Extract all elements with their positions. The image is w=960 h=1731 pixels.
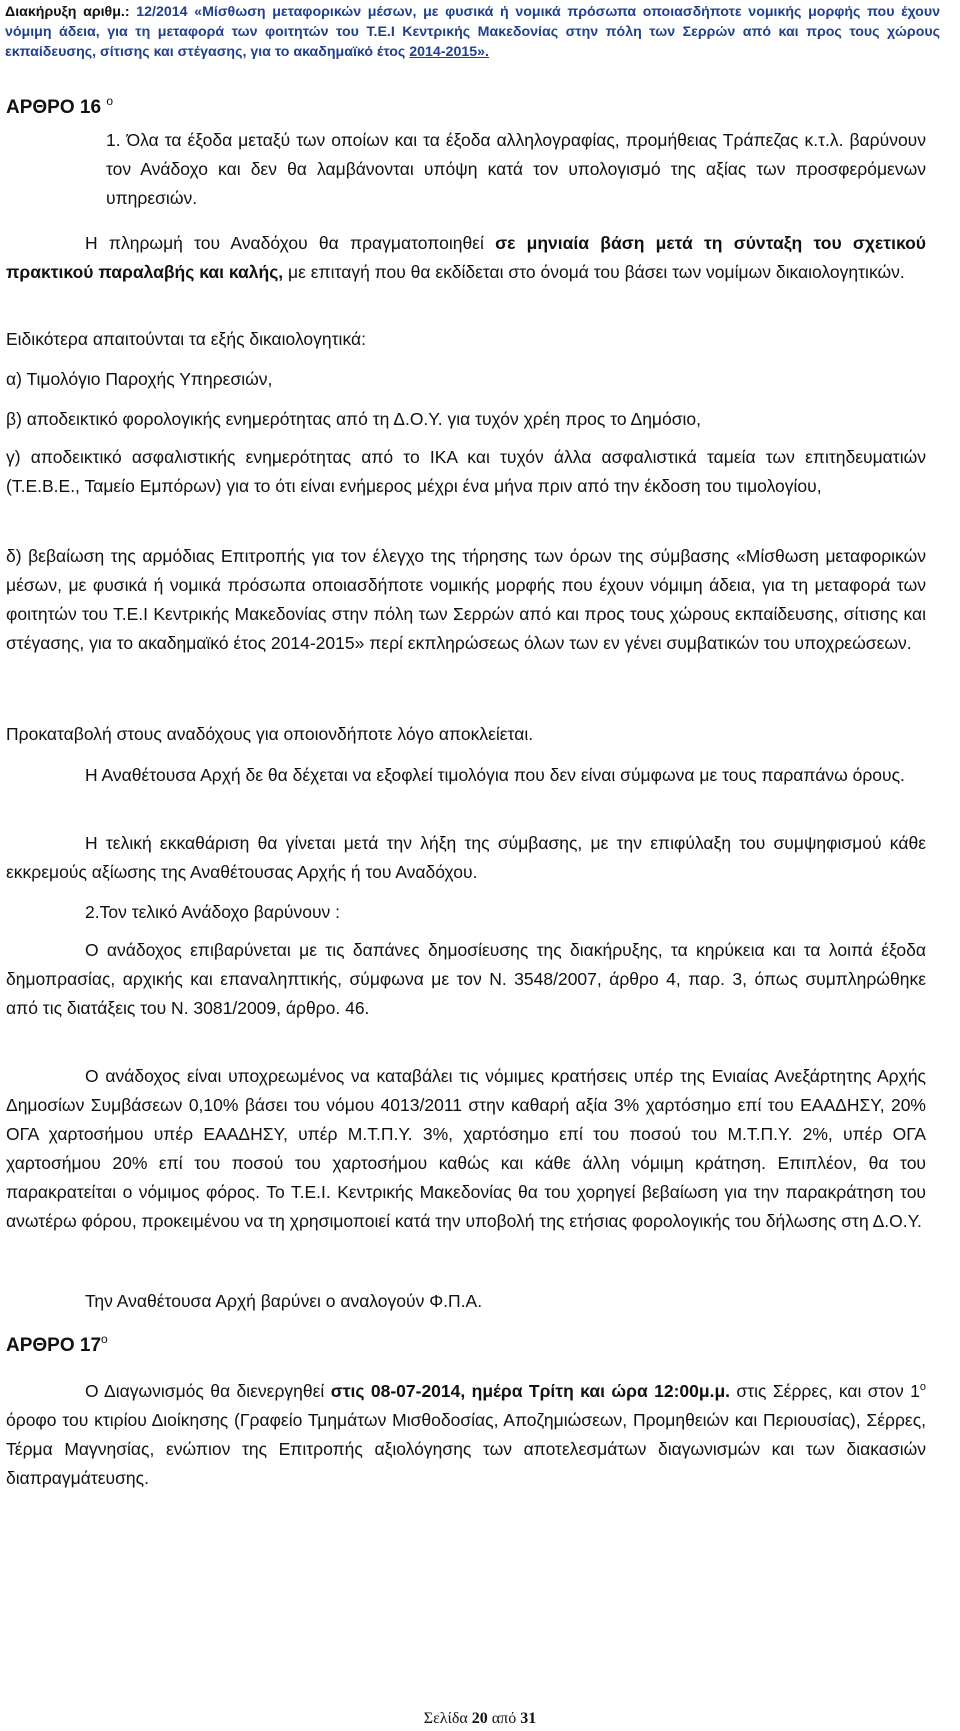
article-16-paragraph-1 xyxy=(6,126,926,213)
article-16-paragraph-4: α) Τιμολόγιο Παροχής Υπηρεσιών, xyxy=(6,369,273,389)
article-17-heading xyxy=(6,1326,108,1359)
article-17-p1-a: Ο Διαγωνισμός θα διενεργηθεί xyxy=(85,1381,331,1401)
article-16-paragraph-5: β) αποδεικτικό φορολογικής ενημερότητας από τη Δ.Ο.Υ. για τυχόν χρέη προς το Δημόσιο, xyxy=(6,409,702,429)
article-16-heading-text: ΑΡΘΡΟ 16 xyxy=(6,97,102,118)
article-16-paragraph-14: Την Αναθέτουσα Αρχή βαρύνει ο αναλογούν Φ.Π.Α. xyxy=(85,1291,483,1311)
article-16-p1-content: 1. Όλα τα έξοδα μεταξύ των οποίων και τα έξοδα αλληλογραφίας, προμήθειας Τράπεζας κ.τ.λ. βαρύνουν τον Ανάδοχο και δεν θα λαμβάνονται υπόψη κατά τον υπολογισμό της αξίας των προσφερόμενων υπηρεσιών. xyxy=(106,130,926,208)
article-17-heading-text: ΑΡΘΡΟ 17 xyxy=(6,1335,102,1356)
article-16-p2-a: Η πληρωμή του Αναδόχου θα πραγματοποιηθεί xyxy=(85,233,496,253)
article-16-heading-sup: ο xyxy=(106,94,114,108)
page-header xyxy=(5,2,940,62)
article-17-p1-sup: ο xyxy=(919,1381,926,1393)
header-label: Διακήρυξη αριθμ.: xyxy=(5,4,130,20)
article-16-paragraph-11: 2.Τον τελικό Ανάδοχο βαρύνουν : xyxy=(85,902,340,922)
footer-total-pages: 31 xyxy=(520,1710,537,1727)
header-text: 12/2014 «Μίσθωση μεταφορικών μέσων, με φυσικά ή νομικά πρόσωπα οποιασδήποτε νομικής μορφής που έχουν νόμιμη άδεια, για τη μεταφορά των φοιτητών του Τ.Ε.Ι Κεντρικής Μακεδονίας στην πόλη των Σερρών από και προς τους χώρους εκπαίδευσης, σίτισης και στέγασης, για το ακαδημαϊκό έτος xyxy=(5,4,940,60)
article-16-paragraph-13: Ο ανάδοχος είναι υποχρεωμένος να καταβάλει τις νόμιμες κρατήσεις υπέρ της Ενιαίας Ανεξάρτητης Αρχής Δημοσίων Συμβάσεων 0,10% βάσει του νόμου 4013/2011 στην καθαρή αξία 3% χαρτόσημο επί του ΕΑΑΔΗΣΥ, 20% ΟΓΑ χαρτοσήμου υπέρ ΕΑΑΔΗΣΥ, υπέρ Μ.Τ.Π.Υ. 3%, χαρτόσημο επί του ποσού του Μ.Τ.Π.Υ. 2%, υπέρ ΟΓΑ χαρτοσήμου 20% επί του ποσού του χαρτοσήμου καθώς και κάθε άλλη νόμιμη κράτηση. Επιπλέον, θα του παρακρατείται ο νόμιμος φόρος. Το Τ.Ε.Ι. Κεντρικής Μακεδονίας θα του χορηγεί βεβαίωση για την παρακράτηση του ανωτέρω φόρου, προκειμένου να τη χρησιμοποιεί κατά την υποβολή της ετήσιας φορολογικής του δήλωσης στη Δ.Ο.Υ. xyxy=(6,1066,926,1231)
article-16-paragraph-3: Ειδικότερα απαιτούνται τα εξής δικαιολογητικά: xyxy=(6,329,366,349)
article-17-paragraph-1 xyxy=(6,1373,926,1493)
article-16-paragraph-8: Προκαταβολή στους αναδόχους για οποιονδήποτε λόγο αποκλείεται. xyxy=(6,724,534,744)
article-16-p2-bold: σε μηνιαία βάση μετά τη σύνταξη του σχετικού πρακτικού παραλαβής και καλής, xyxy=(6,233,926,282)
article-16-paragraph-6: γ) αποδεικτικό ασφαλιστικής ενημερότητας από το ΙΚΑ και τυχόν άλλα ασφαλιστικά ταμεία των επιτηδευματιών (Τ.Ε.Β.Ε., Ταμείο Εμπόρων) για το ότι είναι ενήμερος μέχρι ένα μήνα πριν από την έκδοση του τιμολογίου, xyxy=(6,447,926,496)
header-year: 2014-2015». xyxy=(409,44,489,60)
article-17-p1-bold: στις 08-07-2014, ημέρα Τρίτη και ώρα 12:00μ.μ. xyxy=(330,1381,731,1401)
page-footer xyxy=(0,1709,960,1729)
footer-page-number: 20 xyxy=(471,1710,488,1727)
article-16-paragraph-9: Η Αναθέτουσα Αρχή δε θα δέχεται να εξοφλεί τιμολόγια που δεν είναι σύμφωνα με τους παραπάνω όρους. xyxy=(85,765,905,785)
article-16-paragraph-2 xyxy=(6,229,926,287)
article-16-paragraph-2-text xyxy=(6,229,926,287)
article-17-heading-sup: ο xyxy=(101,1332,108,1346)
article-16-paragraph-12: Ο ανάδοχος επιβαρύνεται με τις δαπάνες δημοσίευσης της διακήρυξης, τα κηρύκεια και τα λοιπά έξοδα δημοπρασίας, αρχικής και επαναληπτικής, σύμφωνα με τον Ν. 3548/2007, άρθρο 4, παρ. 3, όπως συμπληρώθηκε από τις διατάξεις του Ν. 3081/2009, άρθρο. 46. xyxy=(6,940,926,1018)
article-16-p2-c: με επιταγή που θα εκδίδεται στο όνομά του βάσει των νομίμων δικαιολογητικών. xyxy=(283,262,905,282)
article-16-paragraph-7: δ) βεβαίωση της αρμόδιας Επιτροπής για τον έλεγχο της τήρησης των όρων της σύμβασης «Μίσθωση μεταφορικών μέσων, με φυσικά ή νομικά πρόσωπα οποιασδήποτε νομικής μορφής που έχουν νόμιμη άδεια, για τη μεταφορά των φοιτητών του Τ.Ε.Ι Κεντρικής Μακεδονίας στην πόλη των Σερρών από και προς τους χώρους εκπαίδευσης, σίτισης και στέγασης, για το ακαδημαϊκό έτος 2014-2015» περί εκπληρώσεως όλων των εν γένει συμβατικών του υποχρεώσεων. xyxy=(6,546,926,653)
article-17-p1-d: όροφο του κτιρίου Διοίκησης (Γραφείο Τμημάτων Μισθοδοσίας, Αποζημιώσεων, Προμηθειών και Περιουσίας), Σέρρες, Τέρμα Μαγνησίας, ενώπιον της Επιτροπής αξιολόγησης των αποτελεσμάτων διαγωνισμών και των διακασιών διαπραγμάτευσης. xyxy=(6,1410,926,1488)
article-17-p1-c: στις Σέρρες, και στον 1 xyxy=(730,1381,920,1401)
article-16-paragraph-1-text xyxy=(6,126,926,213)
footer-prefix: Σελίδα xyxy=(423,1710,472,1727)
article-16-paragraph-10: Η τελική εκκαθάριση θα γίνεται μετά την λήξη της σύμβασης, με την επιφύλαξη του συμψηφισμού κάθε εκκρεμούς αξίωσης της Αναθέτουσας Αρχής ή του Αναδόχου. xyxy=(6,833,926,882)
article-16-heading xyxy=(6,88,113,121)
footer-mid: από xyxy=(487,1710,521,1727)
